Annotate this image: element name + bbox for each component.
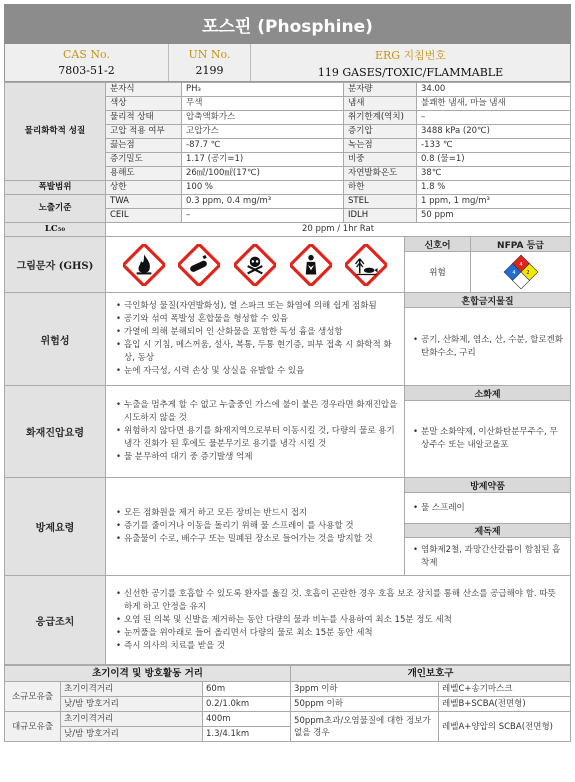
prop-value: 0.8 (물=1)	[417, 153, 571, 167]
flame-icon	[123, 244, 165, 286]
list-item: • 염화제2철, 과망간산칼륨이 함침된 흡착제	[413, 544, 564, 570]
hazard-block	[4, 293, 571, 386]
erg-label: ERG 지침번호	[374, 48, 447, 62]
un-cell	[169, 44, 251, 81]
control-agent-body	[405, 493, 570, 523]
ppe-condition: 3ppm 이하	[291, 682, 439, 697]
property-table	[4, 82, 571, 237]
distance-label: 낮/밤 방호거리	[61, 727, 203, 742]
physchem-section-label: 물리화학적 성질	[5, 83, 106, 181]
list-item: • 오염 된 의복 및 신발을 제거하는 동안 다량의 물과 비누를 사용하여 최소 15분 정도 세척	[116, 614, 562, 627]
cas-label: CAS No.	[63, 48, 110, 61]
nfpa-reactivity-value: 2	[525, 270, 530, 276]
prop-value: 3488 kPa (20℃)	[417, 125, 571, 139]
exposure-section-label: 노출기준	[5, 195, 106, 223]
prop-label: 비중	[344, 153, 417, 167]
fire-list-cell	[106, 386, 405, 477]
list-item: • 눈꺼풀을 위아래로 들어 올리면서 다량의 물로 최소 15분 동안 세척	[116, 627, 562, 640]
cas-cell	[5, 44, 169, 81]
list-item: • 공기와 섞여 폭발성 혼합물을 형성할 수 있음	[116, 313, 398, 326]
small-spill-label: 소규모유출	[5, 682, 61, 712]
explosion-section-label: 폭발범위	[5, 181, 106, 195]
list-item: • 신선한 공기를 호흡할 수 있도록 환자를 옮길 것. 호흡이 곤란한 경우 호흡 보조 장치를 통해 산소를 공급해야 함. 따뜻하게 하고 안정을 유지	[116, 588, 562, 614]
control-agent-title: 방제약품	[405, 478, 570, 493]
firstaid-label: 응급조치	[5, 576, 106, 664]
lower-limit-value: 1.8 %	[417, 181, 571, 195]
prop-value: 무색	[182, 97, 344, 111]
prop-label: 자연발화온도	[344, 167, 417, 181]
ghs-pictograms	[106, 237, 405, 292]
extinguisher-body	[405, 401, 570, 477]
distance-label: 낮/밤 방호거리	[61, 697, 203, 712]
prop-value: 고압가스	[182, 125, 344, 139]
decontaminant-body	[405, 538, 570, 575]
un-value: 2199	[195, 64, 224, 77]
cas-value: 7803-51-2	[58, 64, 115, 77]
exposure-label: CEIL	[106, 209, 182, 223]
hazard-list-cell	[106, 293, 405, 385]
fire-block	[4, 386, 571, 478]
list-item: • 위험하지 않다면 용기를 화재지역으로부터 이동시킬 것, 다량의 물로 용기 냉각 진화가 된 후에도 물분무기로 용기를 냉각 시킬 것	[116, 425, 398, 451]
upper-limit-value: 100 %	[182, 181, 344, 195]
environment-icon	[345, 244, 387, 286]
list-item: • 누출을 멈추게 할 수 없고 누출중인 가스에 불이 붙은 경우라면 화재진압을 시도하지 않을 것	[116, 399, 398, 425]
list-item: • 물 스프레이	[413, 502, 465, 515]
nfpa-diamond-cell	[471, 252, 570, 292]
upper-limit-label: 상한	[106, 181, 182, 195]
ppe-level: 레벨A+양압의 SCBA(전면형)	[439, 712, 571, 742]
list-item: • 증기를 줄이거나 이동을 돌리기 위해 물 스프레이 를 사용할 것	[116, 520, 373, 533]
ghs-label: 그림문자 (GHS)	[5, 237, 106, 292]
prop-label: 취기한계(역치)	[344, 111, 417, 125]
fire-label: 화재진압요령	[5, 386, 106, 477]
prop-value: –	[417, 111, 571, 125]
prop-value: 불쾌한 냄새, 마늘 냄새	[417, 97, 571, 111]
un-label: UN No.	[188, 48, 231, 61]
lower-limit-label: 하한	[344, 181, 417, 195]
signal-nfpa-body	[405, 252, 570, 292]
list-item: • 모든 점화원을 제거 하고 모든 장비는 반드시 접지	[116, 507, 373, 520]
distance-value: 400m	[203, 712, 291, 727]
prevention-label: 방제요령	[5, 478, 106, 575]
ppe-condition: 50ppm 이하	[291, 697, 439, 712]
prop-label: 녹는점	[344, 139, 417, 153]
list-item: • 물 분무하여 대기 중 증기발생 억제	[116, 451, 398, 464]
exposure-value: 50 ppm	[417, 209, 571, 223]
prop-label: 분자식	[106, 83, 182, 97]
distance-ppe-table	[4, 665, 571, 742]
lc50-label: LC₅₀	[5, 223, 106, 237]
list-item: • 공기, 산화제, 염소, 산, 수분, 할로겐화 탄화수소, 구리	[413, 334, 564, 360]
prevention-list	[116, 507, 373, 546]
prop-value: 압축액화가스	[182, 111, 344, 125]
incompatible-title: 혼합금지물질	[405, 293, 570, 308]
exposure-label: IDLH	[344, 209, 417, 223]
prop-label: 물리적 상태	[106, 111, 182, 125]
prevention-list-cell	[106, 478, 405, 575]
list-item: • 극인화성 물질(자연발화성), 열 스파크 또는 화염에 의해 쉽게 점화됨	[116, 300, 398, 313]
identifier-row	[4, 44, 571, 82]
extinguisher-panel	[405, 386, 570, 477]
incompatible-body	[405, 308, 570, 385]
hazard-list	[116, 300, 398, 378]
exposure-value: –	[182, 209, 344, 223]
gas-cylinder-icon	[178, 244, 220, 286]
prop-label: 고압 적용 여부	[106, 125, 182, 139]
prop-value: 38℃	[417, 167, 571, 181]
firstaid-list-cell	[106, 576, 570, 664]
distance-header: 초기이격 및 방호활동 거리	[5, 666, 291, 682]
firstaid-block	[4, 576, 571, 665]
distance-value: 1.3/4.1km	[203, 727, 291, 742]
decontaminant-title: 제독제	[405, 523, 570, 538]
list-item: • 가열에 의해 분해되어 인 산화물을 포함한 독성 흄을 생성함	[116, 326, 398, 339]
control-agent-panel	[405, 478, 570, 575]
prop-label: 분자량	[344, 83, 417, 97]
list-item: • 흡입 시 기침, 메스꺼움, 설사, 복통, 두통 현기증, 피부 접촉 시 화학적 화상, 동상	[116, 339, 398, 365]
prop-label: 끓는점	[106, 139, 182, 153]
ppe-level: 레벨C+송기마스크	[439, 682, 571, 697]
page-title: 포스핀 (Phosphine)	[4, 4, 571, 44]
skull-crossbones-icon	[234, 244, 276, 286]
lc50-value: 20 ppm / 1hr Rat	[106, 223, 571, 237]
prop-label: 냄새	[344, 97, 417, 111]
distance-label: 초기이격거리	[61, 712, 203, 727]
large-spill-label: 대규모유출	[5, 712, 61, 742]
ppe-level: 레벨B+SCBA(전면형)	[439, 697, 571, 712]
prop-label: 증기압	[344, 125, 417, 139]
nfpa-label: NFPA 등급	[471, 237, 570, 251]
signal-nfpa-header	[405, 237, 570, 252]
list-item: • 즉시 의사의 치료를 받을 것	[116, 640, 562, 653]
distance-label: 초기이격거리	[61, 682, 203, 697]
hazard-label: 위험성	[5, 293, 106, 385]
signal-nfpa-panel	[405, 237, 570, 292]
list-item: • 분말 소화약제, 이산화탄분무주수, 무상주수 또는 내알코올포	[413, 426, 564, 452]
exposure-label: STEL	[344, 195, 417, 209]
msds-sheet	[4, 4, 571, 778]
prevention-block	[4, 478, 571, 576]
extinguisher-title: 소화제	[405, 386, 570, 401]
exposure-value: 1 ppm, 1 mg/m³	[417, 195, 571, 209]
prop-label: 용해도	[106, 167, 182, 181]
ppe-header: 개인보호구	[291, 666, 571, 682]
nfpa-diamond-icon	[503, 254, 539, 290]
list-item: • 유출물이 수로, 배수구 또는 밀폐된 장소로 들어가는 것을 방지할 것	[116, 533, 373, 546]
incompatible-panel	[405, 293, 570, 385]
prop-value: PH₃	[182, 83, 344, 97]
prop-label: 증기밀도	[106, 153, 182, 167]
fire-list	[116, 399, 398, 464]
signal-word-label: 신호어	[405, 237, 471, 251]
list-item: • 눈에 자극성, 시력 손상 및 상실을 유발할 수 있음	[116, 365, 398, 378]
health-hazard-icon	[290, 244, 332, 286]
ppe-condition: 50ppm초과/오염물질에 대한 정보가 없을 경우	[291, 712, 439, 742]
firstaid-list	[116, 588, 562, 653]
prop-label: 색상	[106, 97, 182, 111]
ghs-row	[4, 237, 571, 293]
prop-value: -133 ℃	[417, 139, 571, 153]
prop-value: 34.00	[417, 83, 571, 97]
erg-cell	[251, 44, 570, 81]
signal-word-value: 위험	[405, 252, 471, 292]
prop-value: 26㎖/100㎖(17℃)	[182, 167, 344, 181]
erg-value: 119 GASES/TOXIC/FLAMMABLE	[317, 65, 504, 79]
exposure-value: 0.3 ppm, 0.4 mg/m³	[182, 195, 344, 209]
distance-value: 0.2/1.0km	[203, 697, 291, 712]
distance-value: 60m	[203, 682, 291, 697]
prop-value: 1.17 (공기=1)	[182, 153, 344, 167]
nfpa-fire-value: 4	[518, 262, 523, 268]
nfpa-health-value: 4	[511, 270, 516, 276]
prop-value: -87.7 ℃	[182, 139, 344, 153]
exposure-label: TWA	[106, 195, 182, 209]
